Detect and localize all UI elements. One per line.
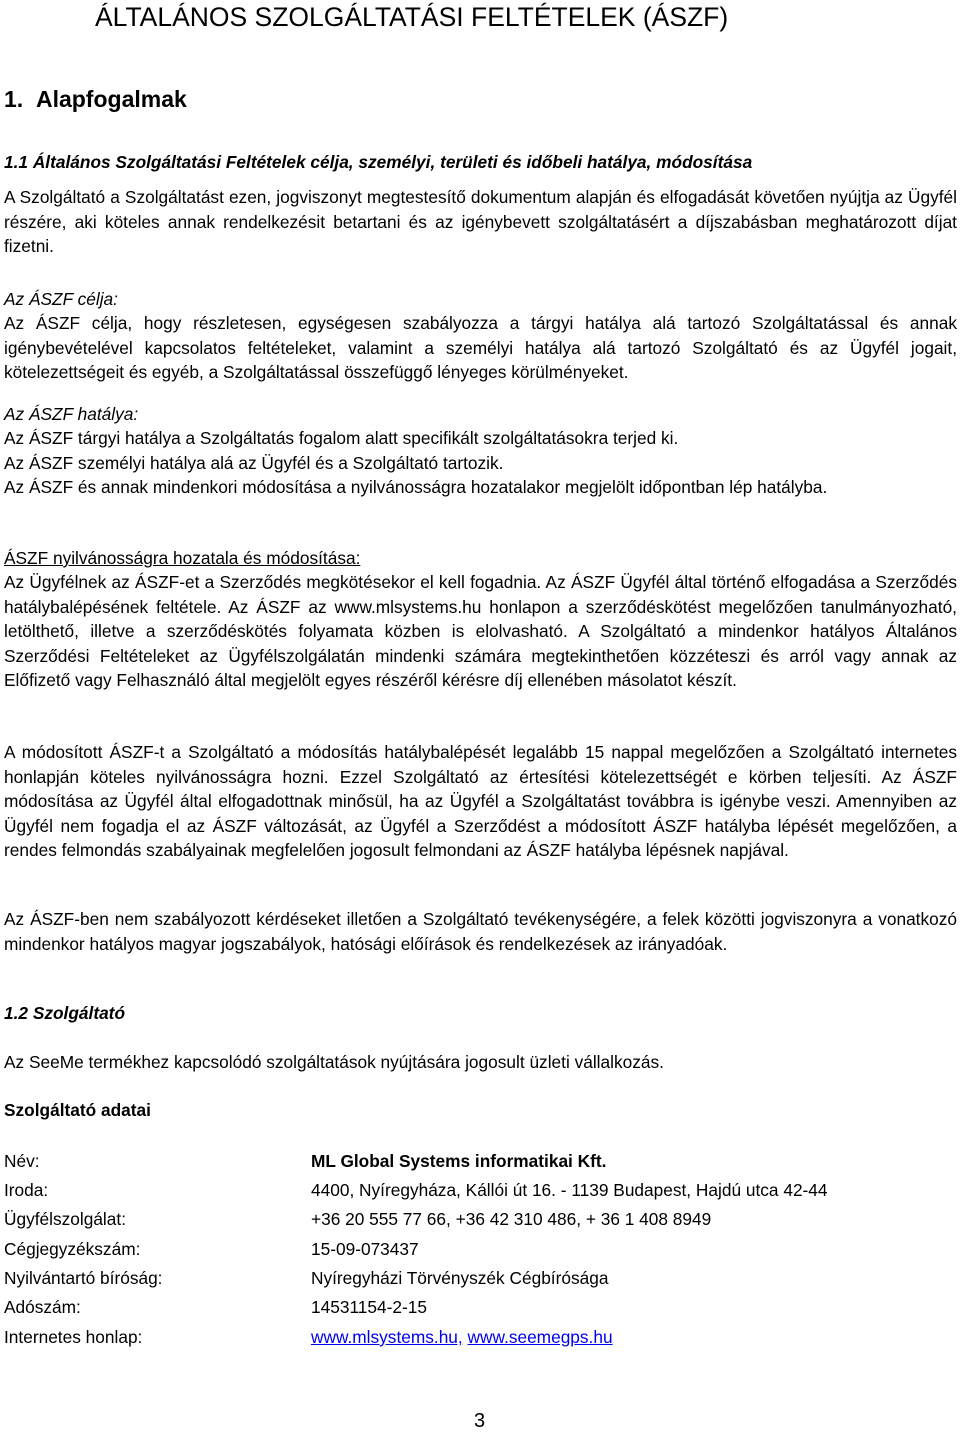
website-link-mlsystems[interactable]: www.mlsystems.hu, [311, 1327, 463, 1347]
provider-label: Nyilvántartó bíróság: [4, 1268, 163, 1288]
provider-row-tax-number [4, 1295, 957, 1319]
provider-row-court [4, 1266, 957, 1290]
provider-label: Adószám: [4, 1297, 81, 1317]
section-1-1-heading: 1.1 Általános Szolgáltatási Feltételek célja, személyi, területi és időbeli hatálya, módosítása [4, 152, 753, 172]
section-1-2-paragraph: Az SeeMe termékhez kapcsolódó szolgáltatások nyújtására jogosult üzleti vállalkozás. [4, 1052, 664, 1072]
provider-value: 14531154-2-15 [311, 1297, 427, 1317]
document-title: ÁLTALÁNOS SZOLGÁLTATÁSI FELTÉTELEK (ÁSZF) [95, 2, 729, 32]
provider-label: Cégjegyzékszám: [4, 1239, 141, 1259]
governing-law-paragraph: Az ÁSZF-ben nem szabályozott kérdéseket illetően a Szolgáltató tevékenységére, a felek közötti jogviszonyra a vonatkozó mindenkor hatályos magyar jogszabályok, hatósági előírások és rendelkezések az irányadóak. [4, 909, 957, 954]
provider-row-customer-service [4, 1207, 957, 1231]
provider-value: 4400, Nyíregyháza, Kállói út 16. - 1139 Budapest, Hajdú utca 42-44 [311, 1180, 828, 1200]
section-1-number: 1. [4, 86, 24, 112]
page-number: 3 [474, 1410, 486, 1432]
provider-label: Iroda: [4, 1180, 49, 1200]
provider-label: Ügyfélszolgálat: [4, 1209, 126, 1229]
scope-line: Az ÁSZF személyi hatálya alá az Ügyfél és a Szolgáltató tartozik. [4, 452, 504, 473]
publication-paragraph: Az Ügyfélnek az ÁSZF-et a Szerződés megkötésekor el kell fogadnia. Az ÁSZF Ügyfél által történő elfogadása a Szerződés hatálybalépésének feltétele. Az ÁSZF az www.mlsystems.hu honlapon a szerződéskötést megelőzően tanulmányozható, letölthető, illetve a szerződéskötés folyamata közben is elolvasható. A Szolgáltató a mindenkor hatályos Általános Szerződési Feltételeket az Ügyfélszolgálatán mindenki számára megtekinthetően közzéteszi és arról vagy annak az Előfizető vagy Felhasználó által megjelölt egyes részéről kérésre díj ellenében másolatot készít. [4, 572, 957, 691]
provider-value: ML Global Systems informatikai Kft. [311, 1151, 607, 1171]
scope-heading: Az ÁSZF hatálya: [4, 404, 139, 424]
publication-heading: ÁSZF nyilvánosságra hozatala és módosítása: [4, 548, 361, 568]
provider-value: +36 20 555 77 66, +36 42 310 486, + 36 1 408 8949 [311, 1209, 712, 1229]
provider-value [311, 1325, 613, 1349]
scope-line: Az ÁSZF és annak mindenkori módosítása a nyilvánosságra hozatalakor megjelölt időpontban lép hatályba. [4, 477, 828, 498]
provider-row-company-number [4, 1237, 957, 1261]
provider-row-name [4, 1149, 957, 1173]
intro-paragraph: A Szolgáltató a Szolgáltatást ezen, jogviszonyt megtestesítő dokumentum alapján és elfogadását követően nyújtja az Ügyfél részére, aki köteles annak rendelkezésit betartani és az igénybevett szolgáltatásért a díjszabásban meghatározott díjat fizetni. [4, 187, 957, 257]
provider-row-website [4, 1325, 957, 1349]
purpose-heading: Az ÁSZF célja: [4, 289, 118, 309]
section-1-heading [4, 86, 187, 113]
scope-paragraph [4, 426, 957, 500]
purpose-paragraph: Az ÁSZF célja, hogy részletesen, egységesen szabályozza a tárgyi hatálya alá tartozó Szolgáltatással és annak igénybevételével kapcsolatos feltételeket, valamint a személyi hatálya alá tartozó Szolgáltató és az Ügyfél jogait, kötelezettségeit és egyéb, a Szolgáltatással összefüggő lényeges körülményeket. [4, 313, 957, 383]
section-1-2-heading: 1.2 Szolgáltató [4, 1003, 125, 1023]
provider-value: Nyíregyházi Törvényszék Cégbírósága [311, 1268, 609, 1288]
provider-label: Internetes honlap: [4, 1327, 143, 1347]
provider-value: 15-09-073437 [311, 1239, 419, 1259]
provider-row-office [4, 1178, 957, 1202]
provider-label: Név: [4, 1151, 40, 1171]
website-link-seemegps[interactable]: www.seemegps.hu [467, 1327, 613, 1347]
scope-line: Az ÁSZF tárgyi hatálya a Szolgáltatás fogalom alatt specifikált szolgáltatásokra terjed ki. [4, 428, 679, 448]
section-1-title: Alapfogalmak [35, 86, 187, 112]
provider-data-heading: Szolgáltató adatai [4, 1100, 151, 1120]
amendment-paragraph: A módosított ÁSZF-t a Szolgáltató a módosítás hatálybalépését legalább 15 nappal megelőzően a Szolgáltató internetes honlapján köteles nyilvánosságra hozni. Ezzel Szolgáltató az értesítési kötelezettségét e körben teljesíti. Az ÁSZF módosítása az Ügyfél által elfogadottnak minősül, ha az Ügyfél a Szolgáltatást továbbra is igénybe veszi. Amennyiben az Ügyfél nem fogadja el az ÁSZF változását, az Ügyfél a Szerződést a módosított ÁSZF hatályba lépését megelőzően, a rendes felmondás szabályainak megfelelően jogosult felmondani az ÁSZF hatályba lépésnek napjával. [4, 742, 957, 861]
